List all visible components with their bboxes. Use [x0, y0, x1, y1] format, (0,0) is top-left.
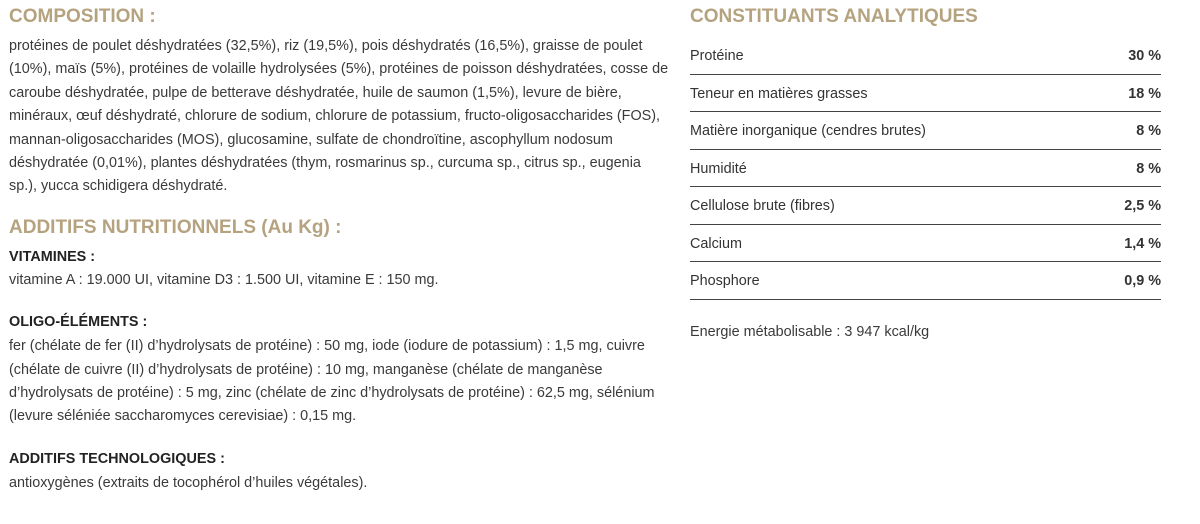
constituent-value: 1,4 %: [1124, 235, 1161, 252]
additifs-title: ADDITIFS NUTRITIONNELS (Au Kg) :: [9, 216, 342, 238]
composition-text: protéines de poulet déshydratées (32,5%), riz (19,5%), pois déshydratés (16,5%), graisse de poulet (10%), maïs (5%), protéines de volaille hydrolysées (5%), protéines de poisson déshydratées, cosse de caroube déshydratée, pulpe de betterave déshydratée, huile de saumon (1,5%), levure de bière, minéraux, œuf déshydraté, chlorure de sodium, chlorure de potassium, fructo-oligosaccharides (FOS), mannan-oligosaccharides (MOS), glucosamine, sulfate de chondroïtine, ascophyllum nodosum déshydratée (0,01%), plantes déshydratées (thym, rosmarinus sp., curcuma sp., citrus sp., eugenia sp.), yucca schidigera déshydraté.: [9, 38, 669, 195]
analytical-table: [690, 37, 1161, 300]
oligo-elements-text: fer (chélate de fer (II) d’hydrolysats de protéine) : 50 mg, iode (iodure de potassium) : 1,5 mg, cuivre (chélate de cuivre (II) d’hydrolysats de protéine) : 10 mg, manganèse (chélate de manganèse d’hydrolysats de protéine) : 5 mg, zinc (chélate de zinc d’hydrolysats de protéine) : 62,5 mg, sélénium (levure séléniée saccharomyces cerevisiae) : 0,15 mg.: [9, 338, 655, 425]
left-column: [9, 6, 669, 495]
right-column: [690, 6, 1161, 354]
constituent-value: 8 %: [1136, 160, 1161, 177]
constituent-name: Cellulose brute (fibres): [690, 198, 835, 215]
constituent-value: 18 %: [1128, 85, 1161, 102]
additifs-technologiques-text: antioxygènes (extraits de tocophérol d’huiles végétales).: [9, 474, 368, 491]
constituent-name: Matière inorganique (cendres brutes): [690, 123, 926, 140]
table-row: [690, 112, 1161, 150]
constituent-value: 0,9 %: [1124, 273, 1161, 290]
constituants-title: CONSTITUANTS ANALYTIQUES: [690, 6, 978, 27]
constituent-name: Teneur en matières grasses: [690, 85, 868, 102]
vitamines-title: VITAMINES :: [9, 248, 96, 265]
constituent-name: Humidité: [690, 160, 747, 177]
vitamines-text: vitamine A : 19.000 UI, vitamine D3 : 1.500 UI, vitamine E : 150 mg.: [9, 271, 439, 288]
constituent-name: Protéine: [690, 48, 744, 65]
table-row: [690, 262, 1161, 300]
constituent-name: Phosphore: [690, 273, 760, 290]
table-row: [690, 150, 1161, 188]
composition-title: COMPOSITION :: [9, 6, 156, 27]
table-row: [690, 225, 1161, 263]
table-row: [690, 37, 1161, 75]
additifs-technologiques-title: ADDITIFS TECHNOLOGIQUES :: [9, 450, 225, 467]
energy-text: Energie métabolisable : 3 947 kcal/kg: [690, 323, 930, 340]
constituent-value: 30 %: [1128, 48, 1161, 65]
table-row: [690, 187, 1161, 225]
table-row: [690, 75, 1161, 113]
constituent-value: 2,5 %: [1124, 198, 1161, 215]
constituent-name: Calcium: [690, 235, 742, 252]
constituent-value: 8 %: [1136, 123, 1161, 140]
oligo-elements-title: OLIGO-ÉLÉMENTS :: [9, 314, 148, 331]
